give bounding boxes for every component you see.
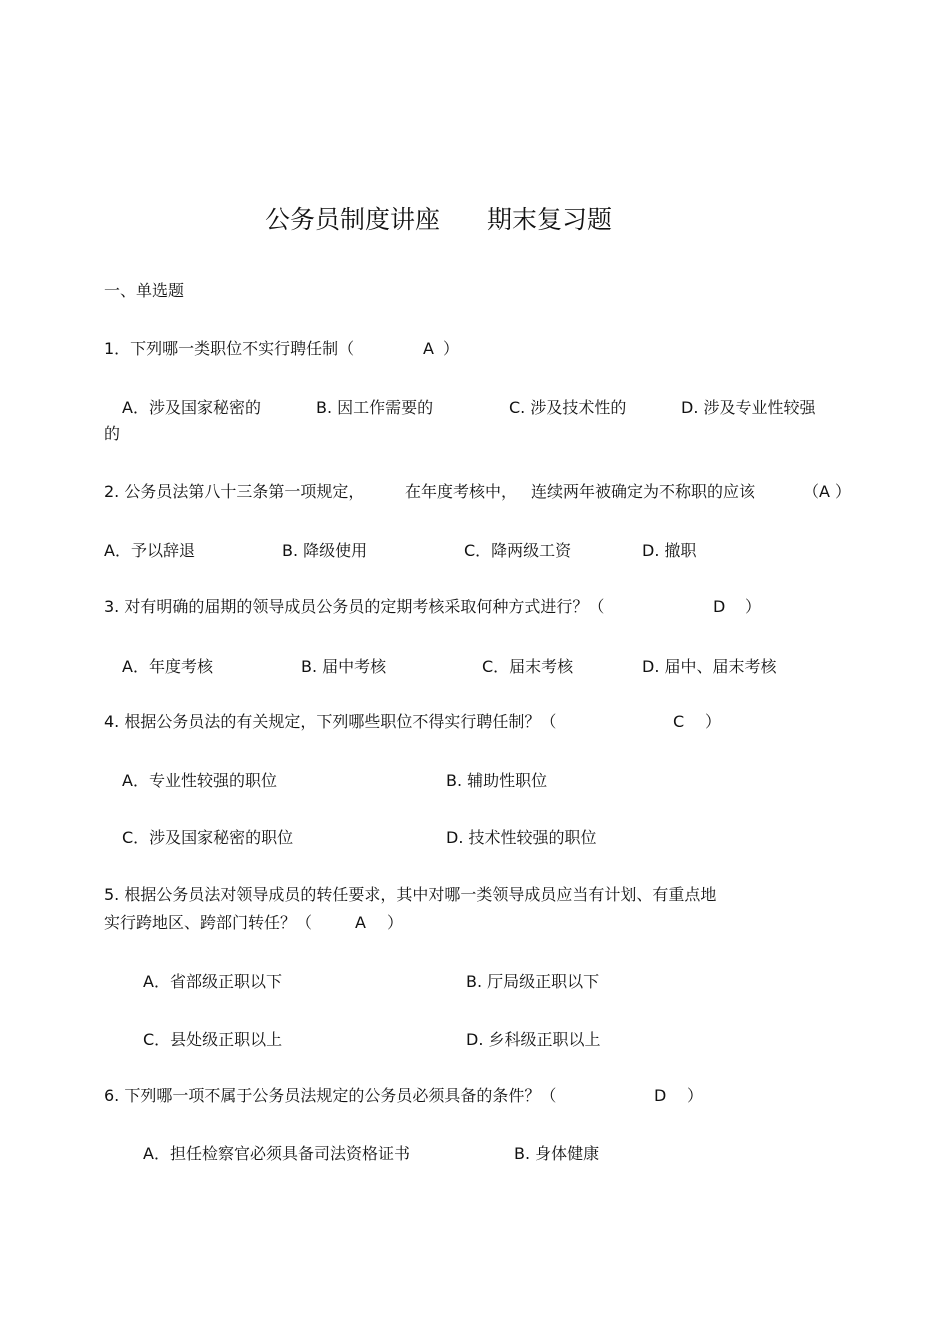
question-2-option-a: A．予以辞退 (104, 541, 195, 560)
question-2-option-d: D. 撤职 (642, 541, 697, 560)
question-2-text-seg2: 在年度考核中， (405, 482, 518, 501)
question-1-text: 1．下列哪一类职位不实行聘任制（ (104, 339, 355, 358)
question-1-close: ） (443, 339, 460, 358)
question-1-option-b: B. 因工作需要的 (316, 398, 434, 417)
question-5-answer: A (355, 913, 366, 932)
question-4-option-b: B. 辅助性职位 (446, 771, 548, 790)
question-3-close: ） (745, 597, 762, 616)
question-3-option-d: D. 届中、届末考核 (642, 657, 777, 676)
question-2-text-seg3: 连续两年被确定为不称职的应该 (531, 482, 756, 501)
question-3-option-a: A．年度考核 (122, 657, 213, 676)
question-2-option-b: B. 降级使用 (282, 541, 368, 560)
question-1-option-a: A．涉及国家秘密的 (122, 398, 261, 417)
question-5-option-c: C．县处级正职以上 (143, 1030, 283, 1049)
question-3-option-c: C．届末考核 (482, 657, 574, 676)
question-6-answer: D (654, 1086, 667, 1105)
question-1-option-d: D. 涉及专业性较强 (681, 398, 816, 417)
question-4-option-d: D. 技术性较强的职位 (446, 828, 597, 847)
question-5-option-a: A．省部级正职以下 (143, 972, 282, 991)
section-heading: 一、单选题 (104, 281, 185, 300)
question-5-option-d: D. 乡科级正职以上 (466, 1030, 601, 1049)
question-3-option-b: B. 届中考核 (301, 657, 387, 676)
question-3-answer: D (713, 597, 726, 616)
question-1-option-d-wrap: 的 (104, 424, 121, 443)
question-4-answer: C (673, 712, 685, 731)
question-6-option-a: A．担任检察官必须具备司法资格证书 (143, 1144, 410, 1163)
question-5-text-line2: 实行跨地区、跨部门转任？（ (104, 913, 313, 932)
question-6-text: 6. 下列哪一项不属于公务员法规定的公务员必须具备的条件？（ (104, 1086, 557, 1105)
question-5-option-b: B. 厅局级正职以下 (466, 972, 600, 991)
question-4-text: 4. 根据公务员法的有关规定，下列哪些职位不得实行聘任制？（ (104, 712, 557, 731)
question-4-option-a: A．专业性较强的职位 (122, 771, 277, 790)
question-1-answer: A (423, 339, 434, 358)
question-3-text: 3. 对有明确的届期的领导成员公务员的定期考核采取何种方式进行？（ (104, 597, 605, 616)
question-6-option-b: B. 身体健康 (514, 1144, 600, 1163)
question-5-close: ） (387, 913, 404, 932)
page-title-part2: 期末复习题 (487, 205, 613, 234)
page-title-part1: 公务员制度讲座 (265, 205, 441, 234)
question-4-close: ） (705, 712, 722, 731)
question-4-option-c: C．涉及国家秘密的职位 (122, 828, 294, 847)
question-2-answer: （A ） (803, 482, 852, 501)
question-5-text-line1: 5. 根据公务员法对领导成员的转任要求，其中对哪一类领导成员应当有计划、有重点地 (104, 885, 717, 904)
question-6-close: ） (687, 1086, 704, 1105)
question-1-option-c: C. 涉及技术性的 (509, 398, 627, 417)
question-2-text-seg1: 2. 公务员法第八十三条第一项规定， (104, 482, 365, 501)
question-2-option-c: C．降两级工资 (464, 541, 572, 560)
